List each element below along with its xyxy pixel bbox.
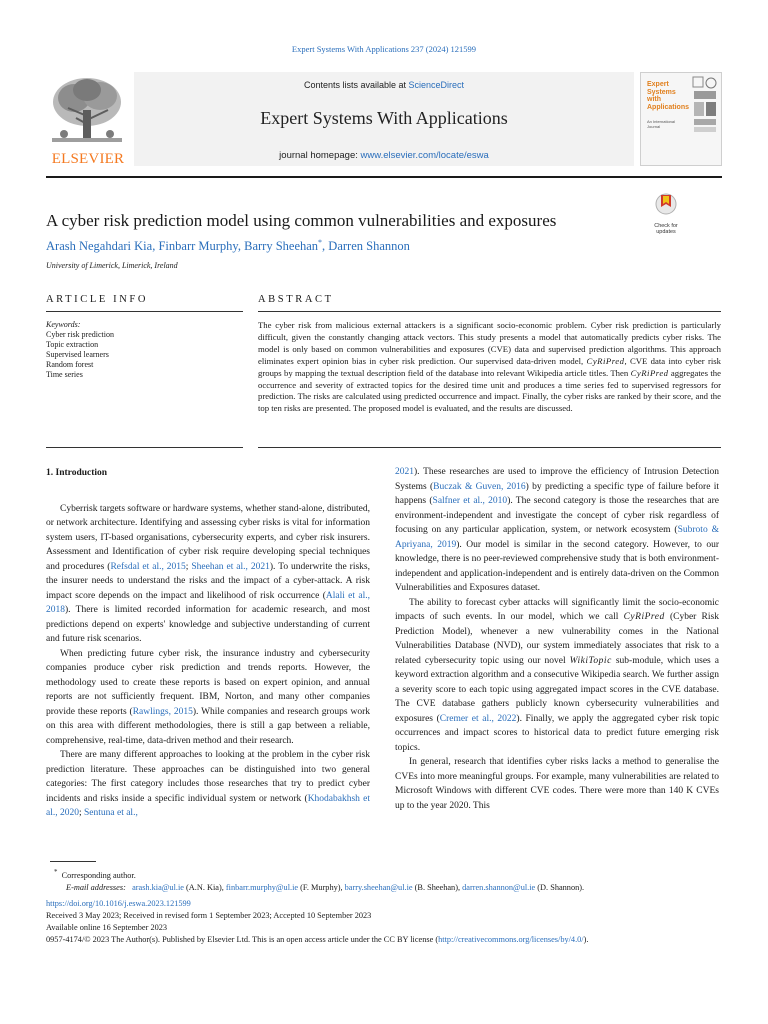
- article-info-rule: [46, 311, 243, 312]
- text-segment: Cyberrisk targets software or hardware systems, whether stand-alone, distributed, or network architecture. Identifying and assessing cyber risks is vital for information system users, IT-based organisations, cybersecurity experts, and cyber risk insurers. Assessment and Identification of cyber risk require developing special techniques and procedures (: [46, 503, 370, 572]
- abstract-bottom-rule: [258, 447, 721, 448]
- masthead-box: [134, 72, 634, 166]
- text-segment: In general, research that identifies cyber risks lacks a method to generalise the CVEs into more meaningful groups. For example, many vulnerabilities are related to Microsoft Windows with different CVE codes. There were more than 140 K CVEs up to the year 2020. This: [395, 757, 719, 811]
- abstract-text: [258, 320, 721, 415]
- journal-masthead: [46, 72, 722, 168]
- keyword: Cyber risk prediction: [46, 330, 114, 339]
- text-segment: ). There is limited recorded information for academic research, and most predictions depend on experts' knowledge and subjective understanding of current and future risk scenarios.: [46, 605, 370, 644]
- citation-link[interactable]: Cremer et al., 2022: [439, 713, 517, 724]
- tree-icon: [46, 72, 128, 150]
- abstract-segment: The cyber risk from malicious external attackers is a significant socio-economic problem. Cyber risk prediction is particularly difficult, given the constantly changing attack vectors. This study presents a model that automatically predicts cyber risks. The model is only based on common vulnerabilities and exposures (CVE) data and supervised prediction algorithms. This approach eliminates expert opinion bias in cyber risk prediction. Our supervised data-driven model,: [258, 320, 721, 366]
- keywords-label: Keywords:: [46, 320, 81, 329]
- sciencedirect-link[interactable]: ScienceDirect: [408, 80, 465, 90]
- cover-subtitle-line: An International: [647, 119, 676, 124]
- cover-art-icon: [691, 75, 719, 135]
- license-text: 0957-4174/© 2023 The Author(s). Published by Elsevier Ltd. This is an open access article under the CC BY license (: [46, 935, 439, 944]
- author-separator: ,: [237, 239, 245, 254]
- model-name: CyRiPred: [623, 612, 665, 622]
- text-segment: ) by predicting a specific type of failure before it happens (: [395, 481, 719, 506]
- homepage-prefix: journal homepage:: [279, 150, 361, 161]
- email-owner: (F. Murphy): [300, 883, 341, 893]
- citation-link[interactable]: Subroto & Apriyana, 2019: [395, 525, 719, 550]
- email-link[interactable]: finbarr.murphy@ul.ie: [225, 883, 299, 893]
- email-link[interactable]: barry.sheehan@ul.ie: [344, 883, 413, 893]
- submodule-name: WikiTopic: [569, 655, 612, 666]
- citation-link[interactable]: Refsdal et al., 2015: [110, 561, 186, 572]
- citation-link[interactable]: Salfner et al., 2010: [432, 496, 508, 506]
- author-list: [46, 238, 410, 254]
- citation-separator: ;: [185, 561, 192, 572]
- affiliation: University of Limerick, Limerick, Ireland: [46, 261, 178, 270]
- journal-name[interactable]: Expert Systems With Applications: [260, 108, 508, 128]
- text-segment: ). Finally, we apply the aggregated cyber risk topic occurrences and impact scores to historical data to predict future emerging risk topics.: [395, 713, 720, 753]
- email-link[interactable]: arash.kia@ul.ie: [132, 883, 184, 893]
- author-link[interactable]: Darren Shannon: [328, 239, 410, 254]
- paragraph: [395, 596, 719, 756]
- footnote-rule: [50, 861, 96, 862]
- citation-link[interactable]: Khodabakhsh et al., 2020: [46, 793, 370, 818]
- paragraph: [395, 465, 719, 596]
- cover-title-line: with: [647, 96, 661, 103]
- keyword: Supervised learners: [46, 350, 109, 359]
- author-link[interactable]: Barry Sheehan: [244, 239, 319, 254]
- abstract-segment: aggregates the occurrence and severity of extracted topics for the desired time unit and produces a time series fed to supervised regressors for prediction. The risks are calculated using predicted occurrence and impact. Finally, the cyber risks are ranked by their score, and the top ten risks are presented. The proposed model is evaluated, and the results are discussed.: [258, 367, 721, 414]
- text-segment: ). These researches are used to improve the efficiency of Intrusion Detection Systems (: [395, 467, 719, 492]
- body-column-right: [395, 465, 719, 813]
- email-owner: (A.N. Kia): [186, 883, 222, 893]
- cover-subtitle-line: Journal: [647, 123, 661, 129]
- paper-title: A cyber risk prediction model using common vulnerabilities and exposures: [46, 211, 557, 230]
- available-online: Available online 16 September 2023: [46, 923, 168, 932]
- email-owner: (D. Shannon).: [537, 883, 585, 893]
- homepage-line: [134, 150, 634, 161]
- elsevier-tree-logo[interactable]: [46, 72, 128, 168]
- body-column-left: [46, 466, 370, 821]
- text-segment: sub-module, which uses a keyword extraction algorithm and a consecutive Wikipedia search. We further assign a severity score to each topic using aggregated impact scores in the CVE database. The CVE database gathers publicly known cybersecurity vulnerabilities and exposures (: [395, 655, 719, 724]
- email-addresses: E-mail addresses: arash.kia@ul.ie (A.N. Kia), finbarr.murphy@ul.ie (F. Murphy), barry.sheehan@ul.ie (B. Sheehan), darren.shannon@ul.ie (D. Shannon).: [66, 883, 585, 893]
- abstract-rule: [258, 311, 721, 312]
- corresponding-author-mark[interactable]: *: [318, 238, 323, 247]
- license-link[interactable]: http://creativecommons.org/licenses/by/4.0/: [438, 935, 584, 944]
- text-segment: The ability to forecast cyber attacks will significantly limit the socio-economic impacts of such events. In our model, which we call: [395, 597, 719, 622]
- citation-link[interactable]: 2021: [395, 467, 414, 477]
- doi-link[interactable]: https://doi.org/10.1016/j.eswa.2023.121599: [46, 899, 191, 908]
- model-name: CyRiPred: [586, 355, 625, 366]
- journal-homepage-link[interactable]: www.elsevier.com/locate/eswa: [360, 150, 489, 161]
- article-info-bottom-rule: [46, 447, 243, 448]
- author-separator: ,: [152, 239, 159, 254]
- text-segment: ). To underwrite the risks, the insurer needs to understand the risks and the impact of a cyber-attack. A risk impact score depends on the impact and likelihood of risk occurrence (: [46, 561, 370, 601]
- text-segment: ). Our model is similar in the second category. However, to our knowledge, there is no peer-reviewed comprehensive study that is both environment-independent and application-independent and is entirely data-driven on the Common Vulnerabilities and Exposures dataset.: [395, 539, 719, 593]
- paragraph: [46, 502, 370, 647]
- citation-link[interactable]: Sentuna et al.,: [84, 808, 138, 818]
- section-heading-introduction: 1. Introduction: [46, 468, 108, 478]
- paragraph: [46, 748, 370, 821]
- masthead-rule: [46, 176, 722, 178]
- license-text: ).: [583, 935, 589, 944]
- footnote: [54, 867, 734, 895]
- keyword: Topic extraction: [46, 340, 99, 349]
- cover-title: [647, 81, 689, 111]
- article-footer: [46, 898, 736, 946]
- author-link[interactable]: Arash Negahdari Kia: [46, 239, 153, 254]
- model-name: CyRiPred: [630, 367, 669, 378]
- text-segment: (Cyber Risk Prediction Model), whenever a new vulnerability comes in the National Vulnerabilities Database (NVD), our system immediately associates that risk to a related cybersecurity topic using our novel: [395, 612, 719, 666]
- text-segment: ). While companies and research groups work on this area with different methodologies, there is still a gap between a reliable, comprehensive, real-time, data-driven method and their research.: [46, 706, 371, 746]
- abstract-heading: ABSTRACT: [258, 294, 334, 305]
- keyword: Time series: [46, 370, 83, 379]
- check-for-updates-badge[interactable]: [646, 192, 686, 235]
- paragraph: [46, 647, 370, 749]
- crossmark-line: Check for: [654, 223, 678, 229]
- journal-cover-thumbnail[interactable]: [640, 72, 722, 166]
- text-segment: ). The second category is those the researches that are environment-independent and investigate the concept of cyber risk regardless of focusing on any particular application, system, or network ecosystem (: [395, 496, 719, 535]
- email-link[interactable]: darren.shannon@ul.ie: [462, 883, 536, 893]
- cover-title-line: Expert: [647, 81, 669, 88]
- cover-subtitle: [647, 120, 675, 129]
- keywords-block: [46, 320, 114, 380]
- email-label: E-mail addresses:: [66, 883, 126, 893]
- abstract-segment: , CVE data into cyber risk groups by mapping the textual description field of the database into relevant Wikipedia article titles. Then: [258, 355, 721, 378]
- paragraph: [395, 755, 719, 813]
- author-separator: ,: [322, 239, 329, 254]
- citation-link[interactable]: Buczak & Guven, 2016: [433, 481, 526, 492]
- crossmark-line: updates: [656, 229, 676, 235]
- citation-separator: ;: [78, 808, 84, 818]
- text-segment: There are many different approaches to looking at the problem in the cyber risk prediction literature. These approaches can be distinguished into two general categories: The first category includes those researches that try to predict cyber incidents and risks inside a specific individual system or network (: [46, 750, 370, 804]
- crossmark-icon: [655, 192, 677, 218]
- text-segment: When predicting future cyber risk, the insurance industry and cybersecurity companies produce cyber risk prediction and trends reports. However, the methodology used to create these reports is based on expert opinion, and annual reports are not sufficiently frequent. IBM, Norton, and many other companies provide these reports (: [46, 648, 370, 717]
- corresponding-author-note: [54, 867, 734, 882]
- email-owner: (B. Sheehan): [414, 883, 458, 893]
- citation-link[interactable]: Alali et al., 2018: [46, 590, 370, 615]
- contents-line: [134, 80, 634, 90]
- received-dates: Received 3 May 2023; Received in revised form 1 September 2023; Accepted 10 September 2023: [46, 911, 372, 920]
- crossmark-label: [646, 223, 686, 235]
- footnote-mark: *: [54, 869, 58, 876]
- cover-title-line: Applications: [647, 103, 690, 111]
- article-info-heading: ARTICLE INFO: [46, 294, 149, 305]
- elsevier-wordmark: ELSEVIER: [51, 151, 125, 167]
- footnote-text: Corresponding author.: [61, 870, 136, 880]
- cover-title-line: Systems: [647, 88, 676, 96]
- citation-link[interactable]: Rawlings, 2015: [132, 706, 193, 717]
- license-line: [46, 934, 736, 946]
- keyword: Random forest: [46, 360, 94, 369]
- author-link[interactable]: Finbarr Murphy: [158, 239, 238, 254]
- contents-prefix: Contents lists available at: [303, 80, 409, 90]
- running-header[interactable]: Expert Systems With Applications 237 (2024) 121599: [291, 44, 477, 54]
- citation-link[interactable]: Sheehan et al., 2021: [191, 561, 270, 572]
